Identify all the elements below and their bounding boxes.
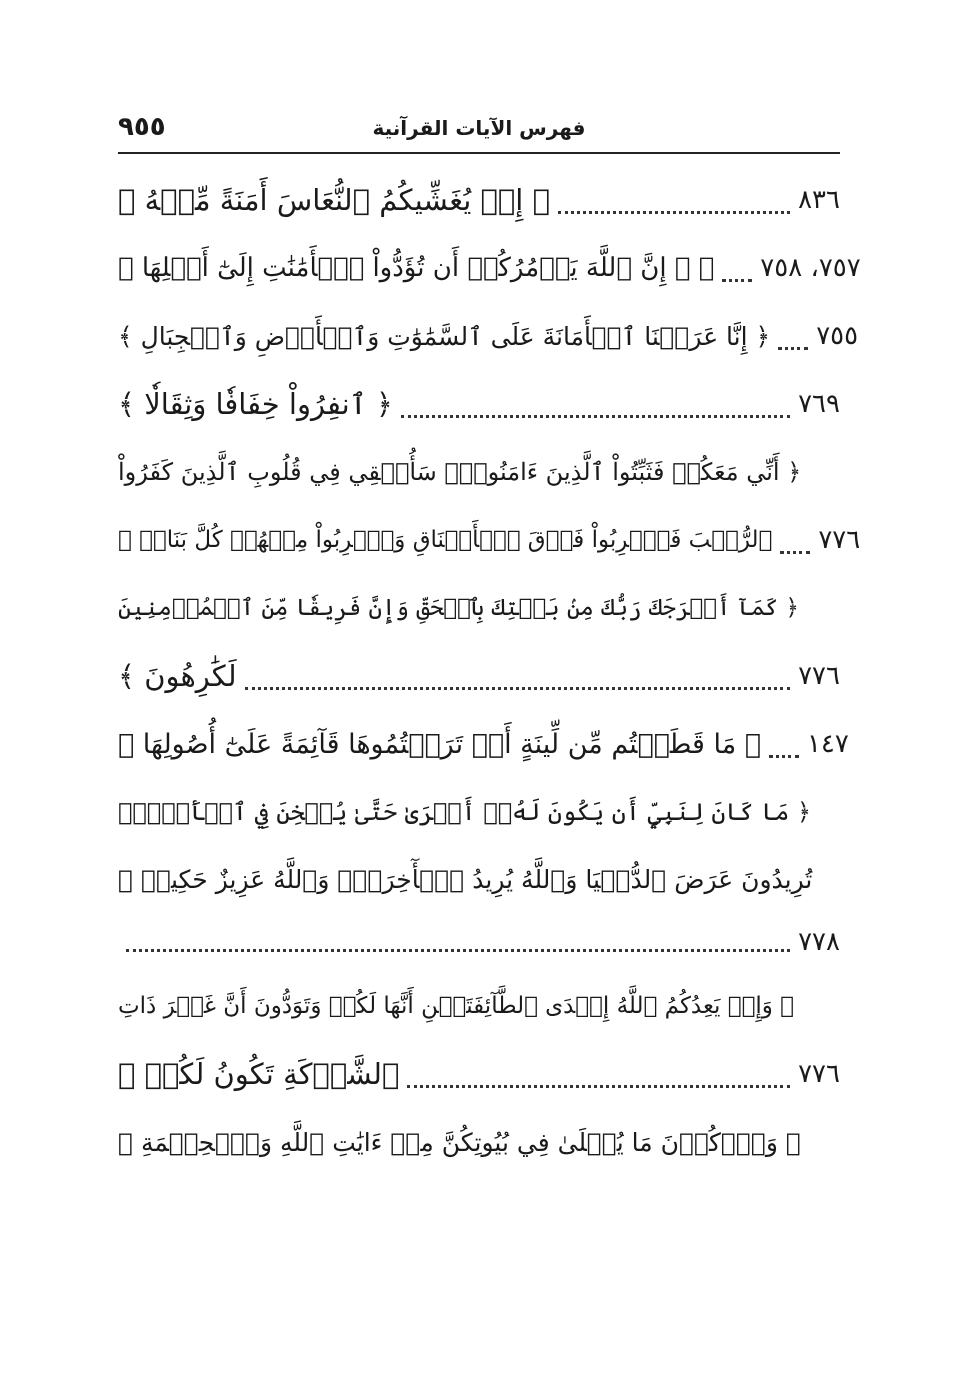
dot-leader [401,415,790,418]
verse-text: ٱلرُّعۡبَ فَٱضۡرِبُواْ فَوۡقَ ٱلۡأَعۡنَاقِ وَٱضۡرِبُواْ مِنۡهُمۡ كُلَّ بَنَانٖ ﴾ [118,526,773,553]
verse-text: ﴿ ۞ إِنَّ ٱللَّهَ يَأۡمُرُكُمۡ أَن تُؤَدُّواْ ٱلۡأَمَٰنَٰتِ إِلَىٰٓ أَهۡلِهَا ﴾ [118,253,715,283]
index-line [118,506,861,574]
verse-text: ﴿ وَٱذۡكُرۡنَ مَا يُتۡلَىٰ فِي بُيُوتِكُنَّ مِنۡ ءَايَٰتِ ٱللَّهِ وَٱلۡحِكۡمَةِ ﴾ [118,1127,801,1157]
index-line [118,234,861,302]
dot-leader [558,211,790,214]
index-line [118,438,840,506]
verse-index-list [118,166,861,1176]
index-line [118,166,840,234]
verse-text: لَكَٰرِهُونَ ﴾ [118,658,237,693]
header-rule [118,152,840,154]
index-line [118,710,849,778]
index-line [118,642,840,710]
index-line [118,846,840,912]
page-number: ٩٥٥ [118,112,166,142]
page-reference: ٨٣٦ [798,185,840,215]
verse-text: ٱلشَّوۡكَةِ تَكُونُ لَكُمۡ ﴾ [118,1056,400,1091]
index-line [118,972,840,1040]
dot-leader [780,551,810,554]
dot-leader [407,1085,790,1088]
verse-text: ﴿ مَا كَانَ لِنَبِيٍّ أَن يَكُونَ لَهُۥٓ أَسۡرَىٰ حَتَّىٰ يُثۡخِنَ فِي ٱلۡأَرۡضِۚ [118,798,812,826]
verse-text: ﴿ كَمَآ أَخۡرَجَكَ رَبُّكَ مِنۢ بَيۡتِكَ بِٱلۡحَقِّ وَإِنَّ فَرِيقٗا مِّنَ ٱلۡمُؤۡمِنِينَ [118,594,799,621]
verse-text: تُرِيدُونَ عَرَضَ ٱلدُّنۡيَا وَٱللَّهُ يُرِيدُ ٱلۡأٓخِرَةَۗ وَٱللَّهُ عَزِيزٌ حَكِيمٞ ﴾ [118,864,813,894]
dot-leader [722,279,752,282]
verse-text: ﴿ مَا قَطَعۡتُم مِّن لِّينَةٍ أَوۡ تَرَكۡتُمُوهَا قَآئِمَةً عَلَىٰٓ أُصُولِهَا ﴾ [118,728,761,760]
dot-leader [778,347,808,350]
dot-leader [126,949,790,952]
page-reference: ٧٧٦ [798,661,840,691]
header-title: فهرس الآيات القرآنية [372,116,586,140]
page-reference: ٧٧٨ [798,927,840,957]
verse-text: ﴿ إِنَّا عَرَضۡنَا ٱلۡأَمَانَةَ عَلَى ٱلسَّمَٰوَٰتِ وَٱلۡأَرۡضِ وَٱلۡجِبَالِ ﴾ [118,321,771,351]
verse-text: ﴿ أَنِّي مَعَكُمۡ فَثَبِّتُواْ ٱلَّذِينَ ءَامَنُواْۚ سَأُلۡقِي فِي قُلُوبِ ٱلَّذِينَ كَفَرُواْ [118,458,802,486]
page-reference: ٧٧٦ [818,525,861,555]
page-reference: ٧٥٥ [816,321,859,351]
index-line [118,1040,840,1108]
index-line [118,912,840,972]
dot-leader [769,755,799,758]
index-line [118,574,840,642]
verse-text: ﴿ وَإِذۡ يَعِدُكُمُ ٱللَّهُ إِحۡدَى ٱلطَّآئِفَتَيۡنِ أَنَّهَا لَكُمۡ وَتَوَدُّونَ أَنَّ غَيۡرَ ذَاتِ [118,992,794,1019]
page-reference: ١٤٧ [806,729,849,759]
verse-text: ﴿ ٱنفِرُواْ خِفَافٗا وَثِقَالٗا ﴾ [118,386,393,421]
verse-text: ﴿ إِذۡ يُغَشِّيكُمُ ٱلنُّعَاسَ أَمَنَةً مِّنۡهُ ﴾ [118,182,550,217]
dot-leader [245,687,790,690]
page-reference: ٧٥٧، ٧٥٨ [760,253,861,283]
page-reference: ٧٧٦ [798,1059,840,1089]
index-line [118,1108,840,1176]
page-header [118,108,840,152]
index-line [118,302,859,370]
index-line [118,778,840,846]
index-line [118,370,840,438]
page-reference: ٧٦٩ [798,389,840,419]
